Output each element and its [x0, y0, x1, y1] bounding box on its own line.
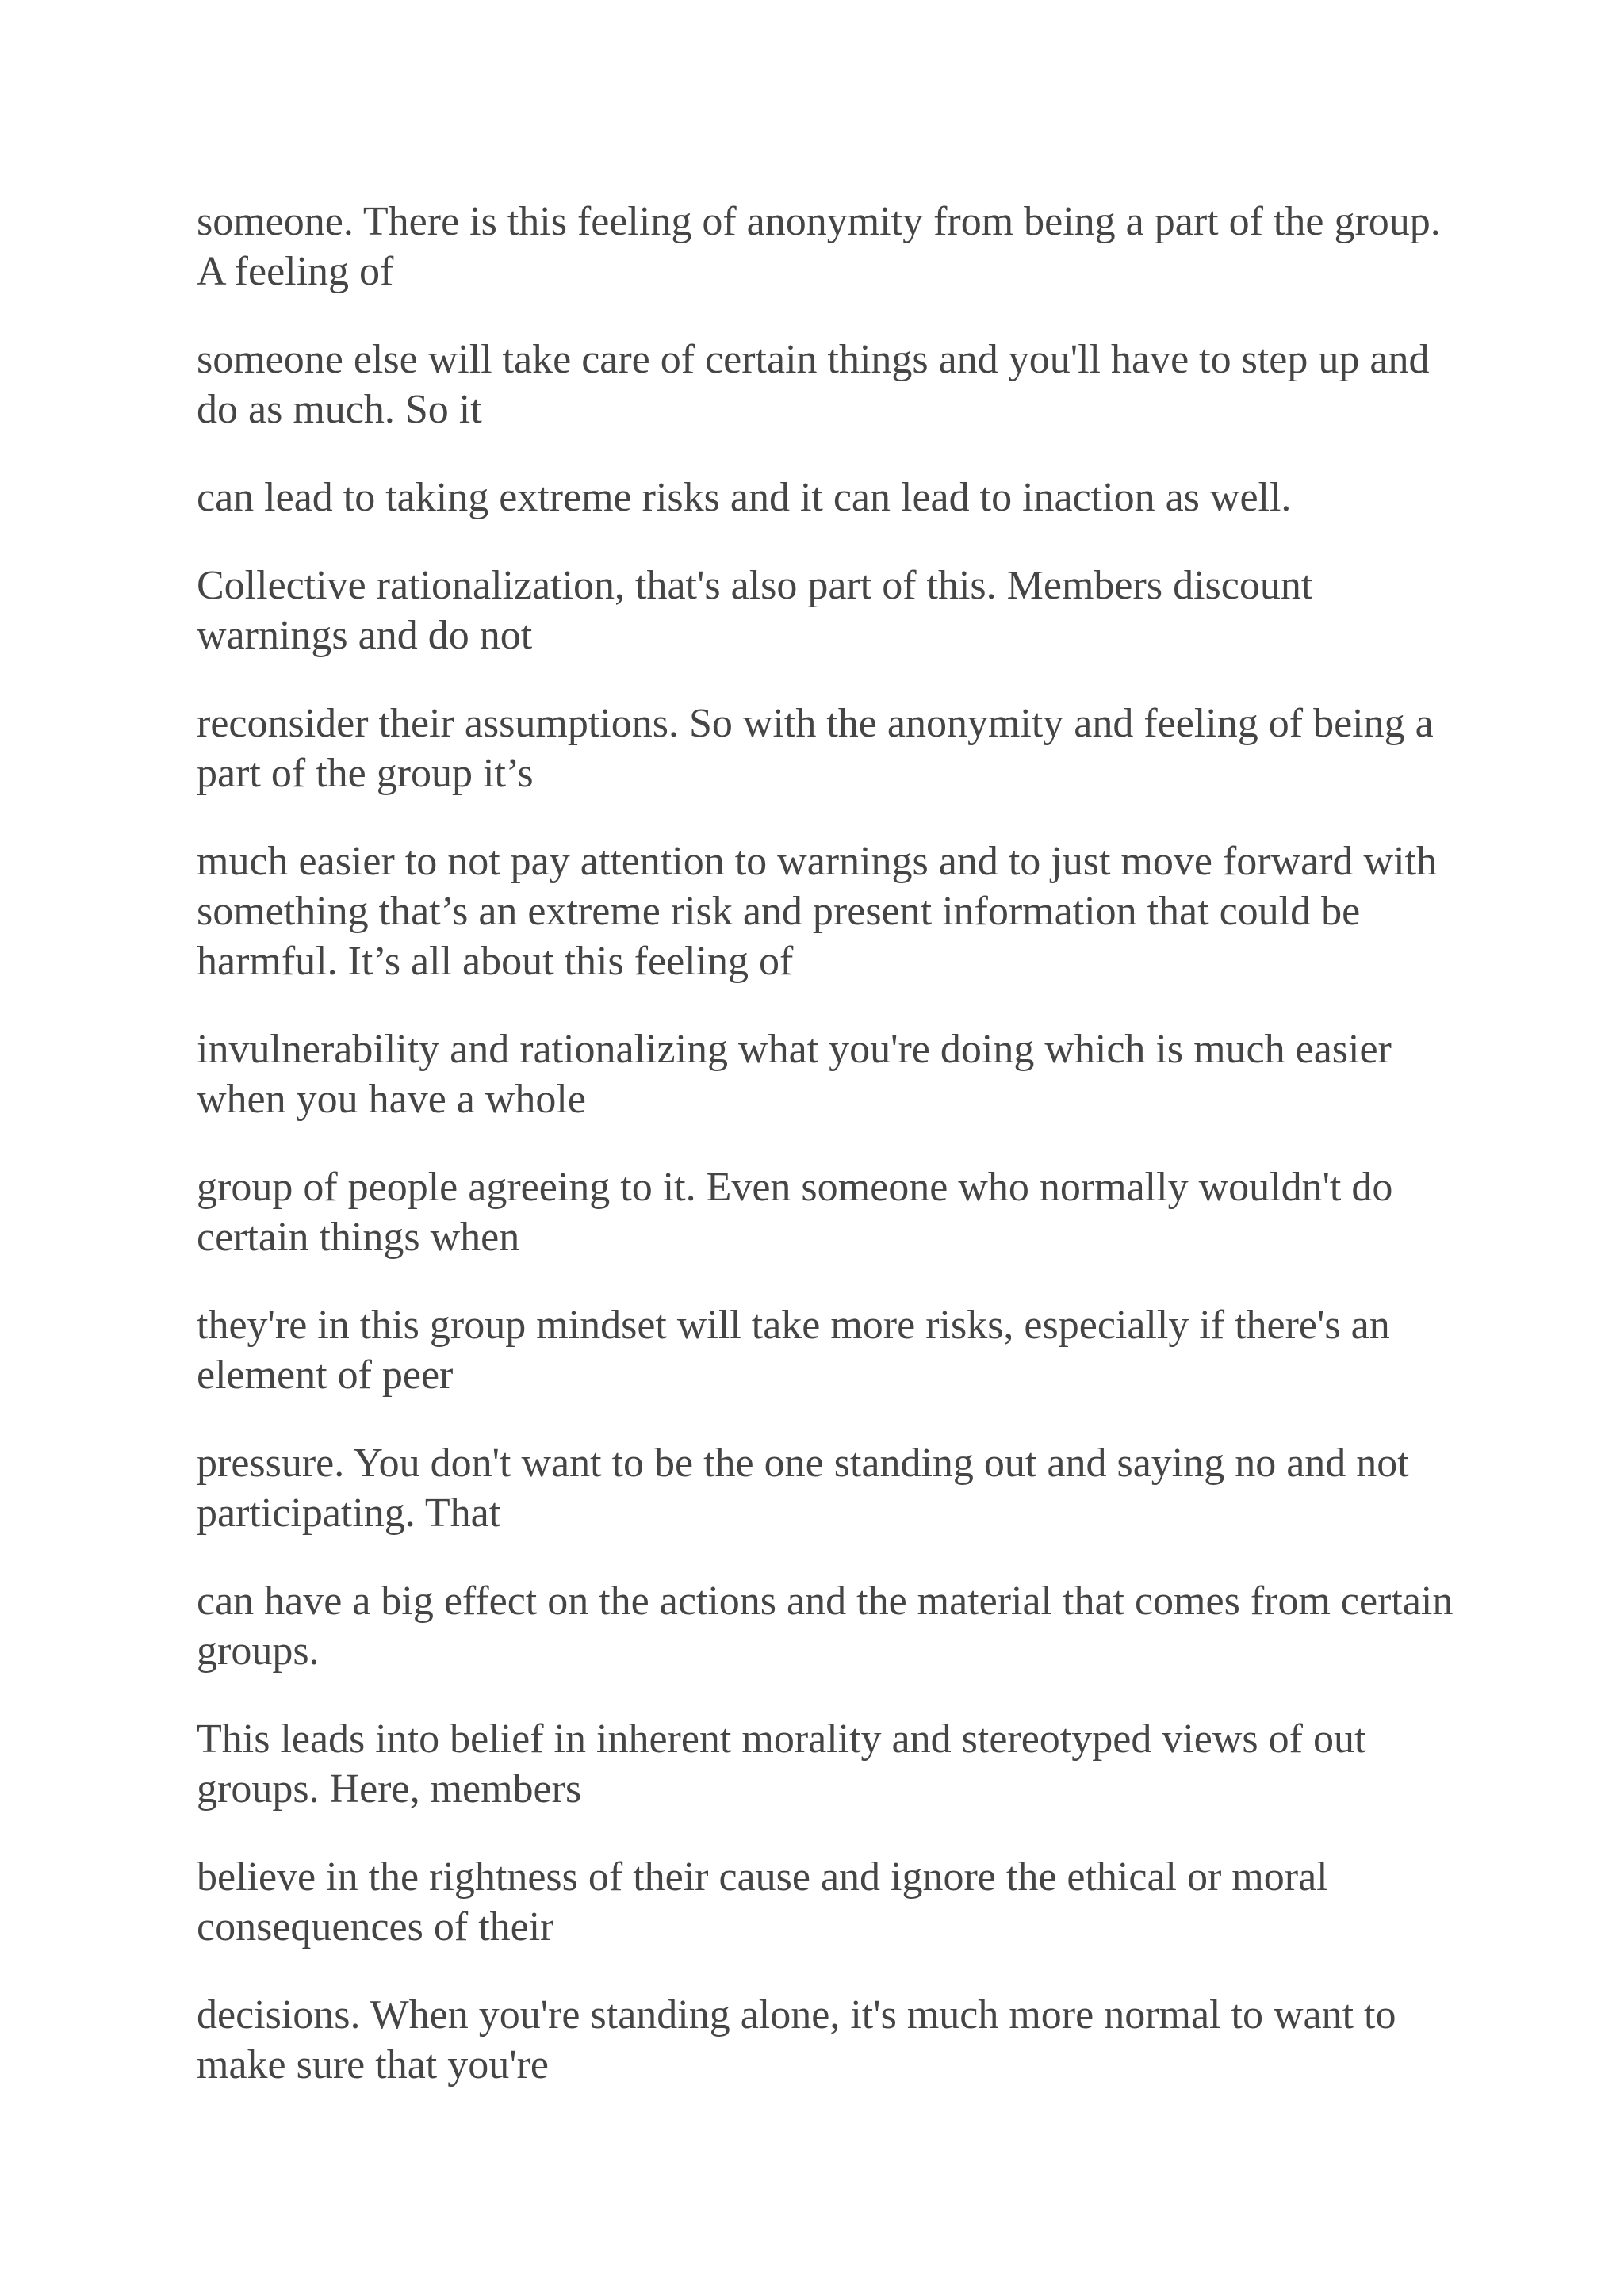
paragraph-7: invulnerability and rationalizing what you're doing which is much easier when you have a whole: [197, 1027, 1392, 1122]
paragraph-8: group of people agreeing to it. Even someone who normally wouldn't do certain things when: [197, 1165, 1393, 1260]
paragraph-13: believe in the rightness of their cause and ignore the ethical or moral consequences of their: [197, 1854, 1328, 1950]
paragraph-14: decisions. When you're standing alone, it's much more normal to want to make sure that you're: [197, 1992, 1396, 2087]
paragraph-12: This leads into belief in inherent morality and stereotyped views of out groups. Here, members: [197, 1716, 1366, 1812]
paragraph-9: they're in this group mindset will take more risks, especially if there's an element of peer: [197, 1303, 1390, 1398]
paragraph-1: someone. There is this feeling of anonymity from being a part of the group. A feeling of: [197, 199, 1441, 294]
paragraph-2: someone else will take care of certain things and you'll have to step up and do as much. So it: [197, 337, 1430, 432]
document-body: [197, 197, 1457, 2128]
paragraph-6: much easier to not pay attention to warnings and to just move forward with something that’s an extreme risk and present information that could be harmful. It’s all about this feeling of: [197, 839, 1437, 984]
paragraph-10: pressure. You don't want to be the one standing out and saying no and not participating. That: [197, 1441, 1409, 1536]
paragraph-4: Collective rationalization, that's also part of this. Members discount warnings and do not: [197, 563, 1313, 658]
paragraph-3: can lead to taking extreme risks and it can lead to inaction as well.: [197, 475, 1292, 520]
paragraph-11: can have a big effect on the actions and the material that comes from certain groups.: [197, 1578, 1454, 1674]
paragraph-5: reconsider their assumptions. So with the anonymity and feeling of being a part of the group it’s: [197, 701, 1434, 796]
